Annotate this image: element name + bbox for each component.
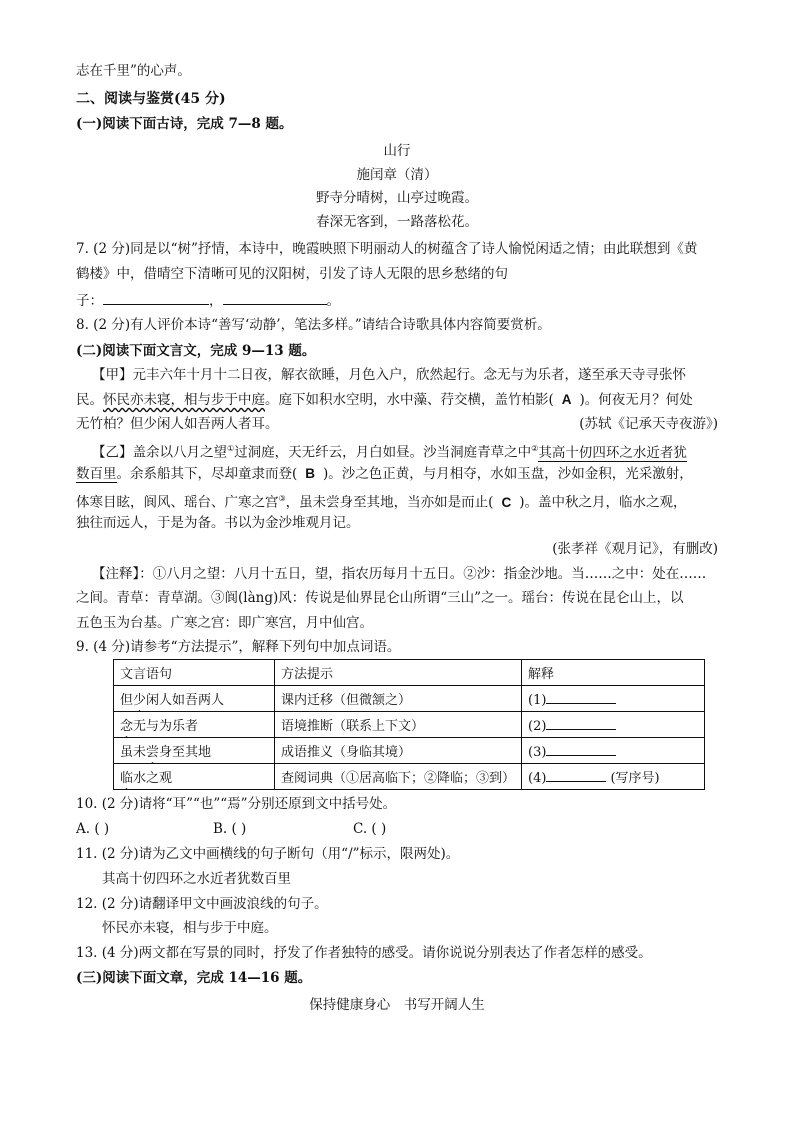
poem-line: 野寺分晴树，山亭过晚霞。 bbox=[316, 190, 478, 206]
text-span: 虽未 bbox=[120, 745, 147, 760]
question-10: 10. (2 分)请将“耳”“也”“焉”分别还原到文中括号处。 bbox=[76, 796, 397, 812]
question-7: 7. (2 分)同是以“树”抒情，本诗中，晚霞映照下明丽动人的树蕴含了诗人愉悦闲适之情；由此联想到《黄 bbox=[76, 241, 698, 257]
table-header-row bbox=[114, 660, 705, 686]
text-span: 【乙】盖余以八月之望 bbox=[92, 444, 227, 461]
poem-author: 施闰章（清） bbox=[356, 167, 438, 183]
question-9-table bbox=[113, 659, 705, 790]
handwritten-answer-b: B bbox=[305, 466, 316, 481]
text-span: 民。 bbox=[76, 392, 103, 408]
passage-yi-line: 独往而远人，于是为备。书以为金沙堆观月记。 bbox=[76, 515, 360, 531]
passage-jia-line: 无竹柏？但少闲人如吾两人者耳。 bbox=[76, 416, 279, 432]
passage-yi-line bbox=[92, 440, 687, 462]
text-span: 但 bbox=[120, 693, 134, 708]
item-number: (4) bbox=[528, 771, 547, 786]
method-cell: 课内迁移（但微颔之） bbox=[275, 686, 522, 712]
question-11-sentence: 其高十仞四环之水近者犹数百里 bbox=[102, 871, 291, 887]
method-cell: 语境推断（联系上下文） bbox=[275, 712, 522, 738]
sentence-cell bbox=[114, 686, 275, 712]
poem-line: 春深无客到，一路落松花。 bbox=[316, 214, 478, 230]
question-12-sentence: 怀民亦未寝，相与步于中庭。 bbox=[102, 920, 278, 936]
text-line: 志在千里”的心声。 bbox=[76, 63, 191, 79]
notes-line: 之间。青草：青草湖。③阆(làng)风：传说是仙界昆仑山所谓“三山”之一。瑶台：传说在昆仑山上，以 bbox=[76, 590, 684, 606]
section-heading: 二、阅读与鉴赏(45 分) bbox=[76, 91, 226, 107]
text-span: 闲人如吾两人 bbox=[146, 693, 225, 708]
poem-title: 山行 bbox=[383, 143, 411, 159]
underlined-sentence: 数百里 bbox=[76, 466, 117, 482]
text-span: 过洞庭，天无纤云，月白如昼。沙当洞庭青草之中 bbox=[234, 444, 532, 461]
handwritten-answer-a: A bbox=[561, 392, 572, 407]
table-header: 解释 bbox=[522, 660, 705, 686]
notes-line: 【注释】：①八月之望：八月十五日，望，指农历每月十五日。②沙：指金沙地。当……之中：处在…… bbox=[92, 566, 707, 582]
table-row bbox=[114, 738, 705, 764]
item-suffix: (写序号) bbox=[610, 771, 660, 786]
text-span: )。盖中秋之月，临水之观， bbox=[519, 494, 687, 511]
handwritten-answer-c: C bbox=[501, 494, 512, 510]
text-span: 水之观 bbox=[133, 771, 173, 786]
option-a[interactable]: A. ( ) bbox=[76, 821, 110, 837]
passage-jia-line: 【甲】元丰六年十月十二日夜，解衣欲睡，月色入户，欣然起行。念无与为乐者，遂至承天寺寻张怀 bbox=[92, 367, 686, 383]
answer-blank[interactable] bbox=[103, 290, 209, 305]
table-row bbox=[114, 764, 705, 790]
text-span: 无与为乐者 bbox=[133, 719, 199, 734]
answer-blank[interactable] bbox=[546, 715, 616, 730]
footnote-marker: ③ bbox=[278, 494, 286, 503]
dotted-word: 尝 bbox=[146, 745, 160, 760]
part-heading: (三)阅读下面文章，完成 14—16 题。 bbox=[76, 970, 312, 986]
item-number: (2) bbox=[528, 719, 547, 734]
passage-yi-line bbox=[76, 490, 686, 512]
table-row bbox=[114, 712, 705, 738]
dotted-word: 临 bbox=[120, 771, 134, 786]
question-9: 9. (4 分)请参考“方法提示”，解释下列句中加点词语。 bbox=[76, 639, 401, 655]
answer-blank[interactable] bbox=[546, 741, 616, 756]
text-span: )。沙之色正黄，与月相夺，水如玉盘，沙如金积，光采激射， bbox=[323, 466, 693, 482]
answer-blank[interactable] bbox=[223, 290, 327, 305]
question-8: 8. (2 分)有人评价本诗“善写‘动静’，笔法多样。”请结合诗歌具体内容简要赏析。 bbox=[76, 317, 551, 333]
answer-cell bbox=[522, 764, 705, 790]
answer-cell bbox=[522, 712, 705, 738]
sentence-cell bbox=[114, 764, 275, 790]
wavy-underlined-sentence: 怀民亦未寝，相与步于中庭 bbox=[103, 392, 265, 408]
question-7-answer-line bbox=[76, 290, 340, 310]
text-span: 身至其地 bbox=[159, 745, 212, 760]
item-number: (1) bbox=[528, 693, 547, 708]
question-7-cont: 鹤楼》中，借晴空下清晰可见的汉阳树，引发了诗人无限的思乡愁绪的句 bbox=[76, 266, 508, 282]
source-citation: (张孝祥《观月记》，有删改) bbox=[552, 541, 718, 557]
item-number: (3) bbox=[528, 745, 547, 760]
option-c[interactable]: C. ( ) bbox=[353, 821, 387, 837]
text-span: 体寒目眩，阆风、瑶台、广寒之宫 bbox=[76, 494, 279, 511]
part-heading: (一)阅读下面古诗，完成 7—8 题。 bbox=[76, 116, 293, 132]
footnote-marker: ① bbox=[227, 444, 235, 453]
text-span: )。何夜无月？何处 bbox=[579, 392, 693, 408]
table-row bbox=[114, 686, 705, 712]
method-cell: 查阅词典（①居高临下；②降临；③到） bbox=[275, 764, 522, 790]
part-heading: (二)阅读下面文言文，完成 9—13 题。 bbox=[76, 343, 316, 359]
answer-cell bbox=[522, 738, 705, 764]
sentence-cell bbox=[114, 738, 275, 764]
dotted-word: 念 bbox=[120, 719, 134, 734]
text-span: 。余系船其下，尽却童隶而登( bbox=[116, 466, 298, 482]
text-span: ，虽未尝身至其地，当亦如是而止( bbox=[285, 494, 494, 511]
dotted-word: 少 bbox=[133, 693, 147, 708]
answer-blank[interactable] bbox=[546, 689, 616, 704]
footnote-marker: ② bbox=[531, 444, 539, 453]
answer-cell bbox=[522, 686, 705, 712]
source-citation: (苏轼《记承天寺夜游》) bbox=[579, 416, 718, 432]
table-header: 文言语句 bbox=[114, 660, 275, 686]
article-title: 保持健康身心 书写开阔人生 bbox=[309, 997, 485, 1013]
underlined-sentence: 其高十仞四环之水近者犹 bbox=[538, 444, 687, 461]
option-b[interactable]: B. ( ) bbox=[213, 821, 247, 837]
question-11: 11. (2 分)请为乙文中画横线的句子断句（用“/”标示，限两处)。 bbox=[76, 846, 460, 862]
answer-blank[interactable] bbox=[546, 767, 606, 782]
method-cell: 成语推义（身临其境） bbox=[275, 738, 522, 764]
passage-yi-line bbox=[76, 465, 693, 483]
passage-jia-line bbox=[76, 391, 693, 409]
text-span: 。庭下如积水空明，水中藻、荇交横，盖竹柏影( bbox=[265, 392, 554, 408]
notes-line: 五色玉为台基。广寒之宫：即广寒宫，月中仙宫。 bbox=[76, 615, 373, 631]
table-header: 方法提示 bbox=[275, 660, 522, 686]
comma: ， bbox=[209, 293, 223, 309]
period: 。 bbox=[326, 293, 340, 309]
answer-prefix: 子： bbox=[76, 293, 103, 309]
question-12: 12. (2 分)请翻译甲文中画波浪线的句子。 bbox=[76, 896, 328, 912]
question-13: 13. (4 分)两文都在写景的同时，抒发了作者独特的感受。请你说说分别表达了作者怎样的感受。 bbox=[76, 945, 652, 961]
